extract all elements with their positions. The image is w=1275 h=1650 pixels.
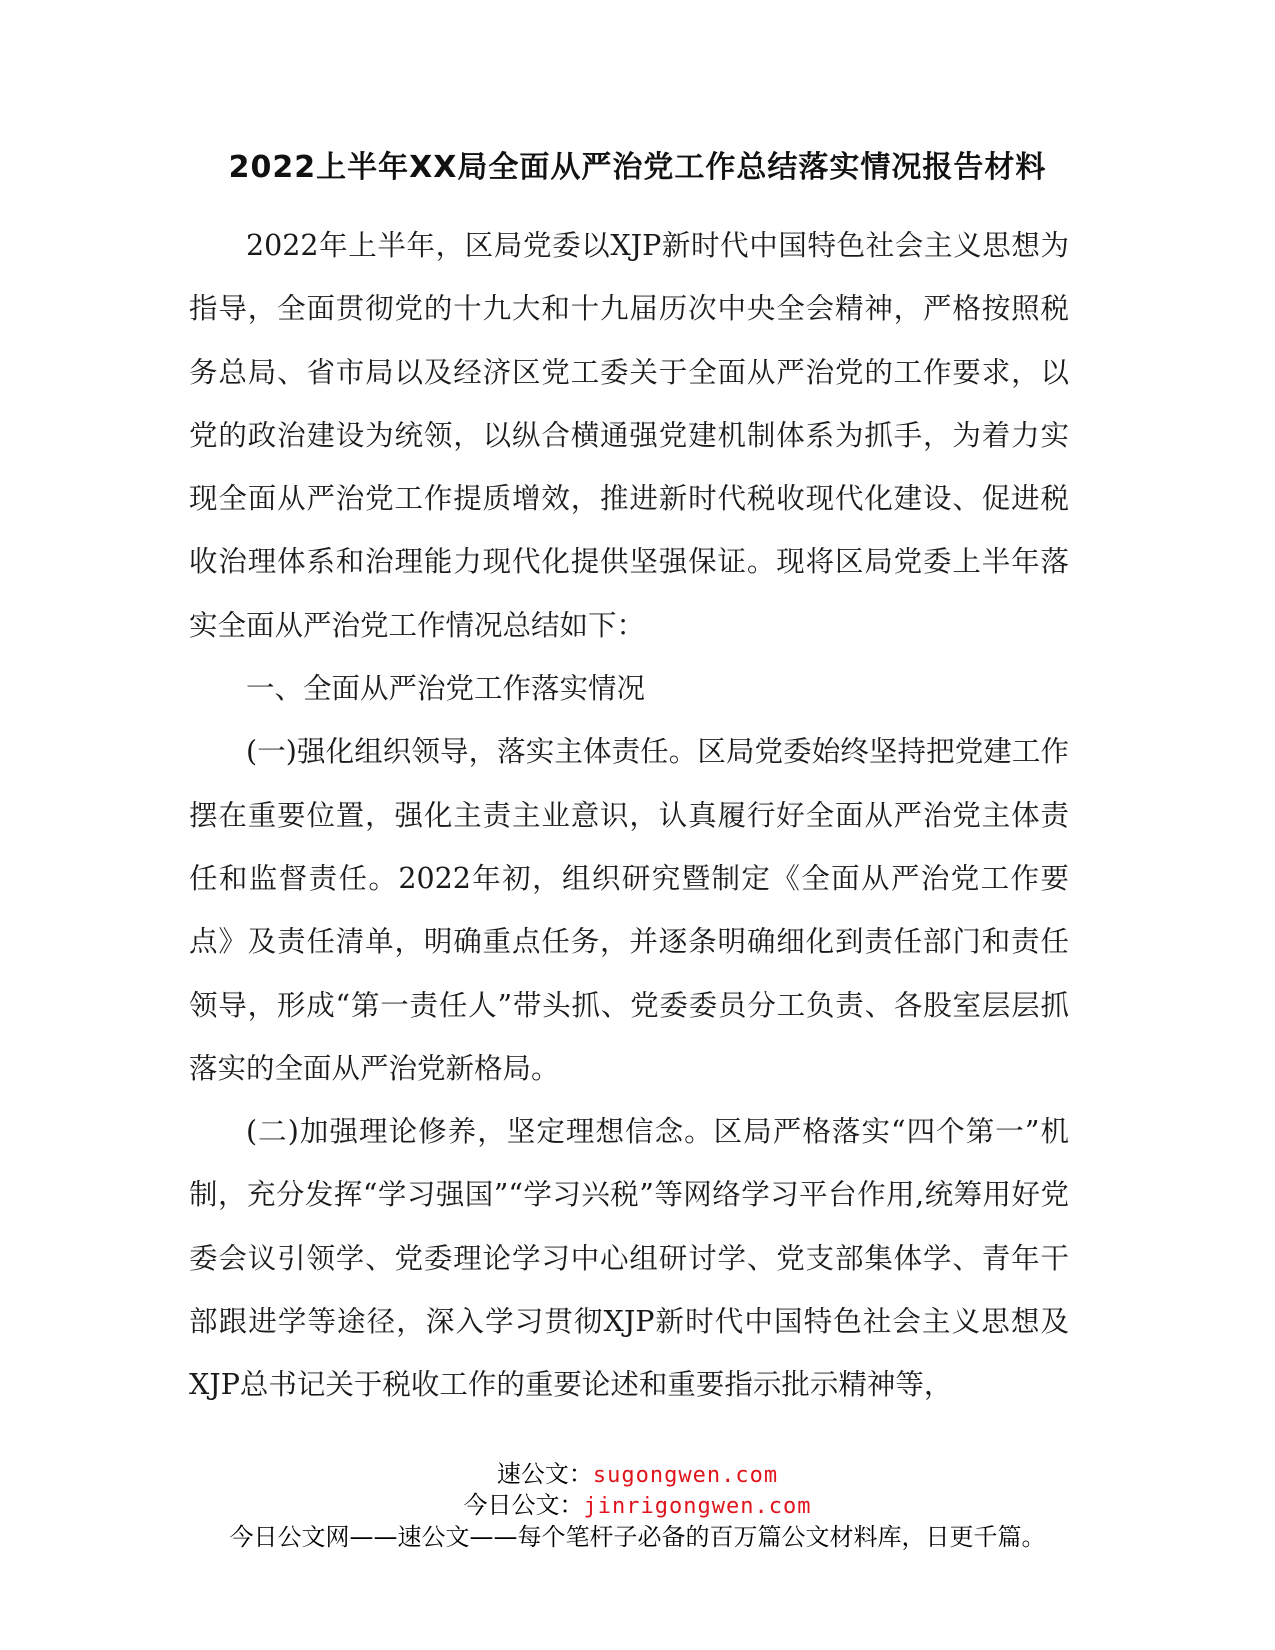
section-heading: 一、全面从严治党工作落实情况: [246, 672, 646, 706]
paragraph-item-2: (二)加强理论修养，坚定理想信念。区局严格落实“四个第一”机制，充分发挥“学习强国”“学习兴税”等网络学习平台作用,统筹用好党委会议引领学、党委理论学习中心组研讨学、党支部集体学、青年干部跟进学等途径，深入学习贯彻XJP新时代中国特色社会主义思想及XJP总书记关于税收工作的重要论述和重要指示批示精神等，: [189, 1115, 1069, 1402]
footer-label-jinrigongwen: 今日公文：: [463, 1491, 584, 1519]
paragraph-intro: 2022年上半年，区局党委以XJP新时代中国特色社会主义思想为指导，全面贯彻党的十九大和十九届历次中央全会精神，严格按照税务总局、省市局以及经济区党工委关于全面从严治党的工作要求，以党的政治建设为统领，以纵合横通强党建机制体系为抓手，为着力实现全面从严治党工作提质增效，推进新时代税收现代化建设、促进税收治理体系和治理能力现代化提供坚强保证。现将区局党委上半年落实全面从严治党工作情况总结如下：: [189, 229, 1069, 642]
footer-sugongwen: [0, 1458, 1275, 1492]
document-title: 2022上半年XX局全面从严治党工作总结落实情况报告材料: [228, 150, 1047, 185]
footer-jinrigongwen: [0, 1489, 1275, 1523]
footer-label-sugongwen: 速公文：: [496, 1460, 593, 1488]
footer-link-sugongwen[interactable]: sugongwen.com: [592, 1463, 779, 1488]
footer-slogan-text: 今日公文网——速公文——每个笔杆子必备的百万篇公文材料库，日更千篇。: [229, 1523, 1046, 1551]
paragraph-item-1: (一)强化组织领导，落实主体责任。区局党委始终坚持把党建工作摆在重要位置，强化主责主业意识，认真履行好全面从严治党主体责任和监督责任。2022年初，组织研究暨制定《全面从严治党工作要点》及责任清单，明确重点任务，并逐条明确细化到责任部门和责任领导，形成“第一责任人”带头抓、党委委员分工负责、各股室层层抓落实的全面从严治党新格局。: [189, 735, 1069, 1085]
document-body: [189, 214, 1069, 1417]
footer-slogan: [0, 1521, 1275, 1553]
footer-link-jinrigongwen[interactable]: jinrigongwen.com: [583, 1494, 812, 1519]
